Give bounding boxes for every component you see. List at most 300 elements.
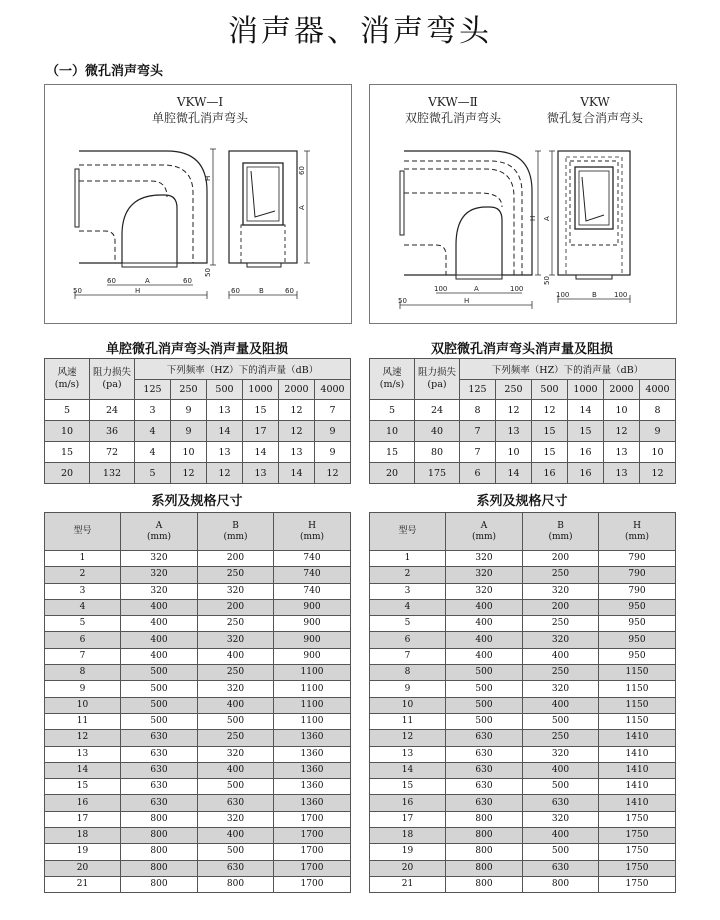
- table-cell: 1750: [599, 876, 676, 892]
- table-cell: 15: [370, 442, 415, 463]
- table-cell: 1750: [599, 811, 676, 827]
- table-cell: 950: [599, 599, 676, 615]
- header-freq-value: 250: [171, 380, 207, 400]
- table-cell: 630: [198, 860, 274, 876]
- dim-label: 60: [298, 166, 306, 175]
- table-cell: 950: [599, 632, 676, 648]
- table-cell: 1360: [274, 779, 351, 795]
- table-cell: 4: [135, 421, 171, 442]
- header-speed: 风速 (m/s): [370, 359, 415, 400]
- diagram-model-label: VKW—Ⅱ: [428, 95, 478, 109]
- table-cell: 1100: [274, 681, 351, 697]
- table-cell: 20: [370, 860, 446, 876]
- table-cell: 630: [121, 779, 198, 795]
- table-cell: 8: [640, 400, 676, 421]
- table-row: [370, 844, 676, 860]
- table-cell: 14: [496, 463, 532, 484]
- header-loss: 阻力损失 (pa): [90, 359, 135, 400]
- table-cell: 320: [198, 583, 274, 599]
- table-cell: 12: [315, 463, 351, 484]
- table-row: [45, 730, 351, 746]
- dim-label: B: [592, 291, 597, 299]
- dim-label: H: [464, 297, 470, 305]
- table-row: [370, 746, 676, 762]
- table-cell: 320: [121, 567, 198, 583]
- table-cell: 2: [370, 567, 446, 583]
- header-h: H (mm): [599, 513, 676, 551]
- table-cell: 320: [523, 632, 599, 648]
- table-cell: 14: [207, 421, 243, 442]
- table-cell: 630: [121, 746, 198, 762]
- noise-table-double: [369, 358, 676, 484]
- table-cell: 13: [243, 463, 279, 484]
- table-cell: 250: [198, 730, 274, 746]
- table-cell: 12: [279, 421, 315, 442]
- table-cell: 1360: [274, 730, 351, 746]
- table-cell: 19: [370, 844, 446, 860]
- table-row: [370, 442, 676, 463]
- table-row: [45, 828, 351, 844]
- table-cell: 320: [523, 811, 599, 827]
- table-cell: 800: [446, 860, 523, 876]
- table-cell: 10: [370, 421, 415, 442]
- table-cell: 1: [45, 551, 121, 567]
- table-cell: 250: [198, 665, 274, 681]
- table-cell: 250: [198, 616, 274, 632]
- table-cell: 5: [370, 616, 446, 632]
- table-row: [370, 421, 676, 442]
- table-cell: 12: [532, 400, 568, 421]
- table-row: [45, 713, 351, 729]
- table-cell: 400: [198, 648, 274, 664]
- table-cell: 6: [45, 632, 121, 648]
- table-row: [370, 681, 676, 697]
- table-cell: 7: [460, 442, 496, 463]
- table-cell: 16: [568, 463, 604, 484]
- table-cell: 400: [523, 697, 599, 713]
- table-cell: 800: [121, 844, 198, 860]
- table-cell: 1150: [599, 665, 676, 681]
- table-cell: 400: [523, 648, 599, 664]
- table-cell: 500: [446, 697, 523, 713]
- table-cell: 5: [135, 463, 171, 484]
- table-cell: 630: [198, 795, 274, 811]
- table-row: [370, 779, 676, 795]
- table-cell: 740: [274, 583, 351, 599]
- table-cell: 12: [496, 400, 532, 421]
- header-b: B (mm): [198, 513, 274, 551]
- header-h: H (mm): [274, 513, 351, 551]
- table-cell: 7: [370, 648, 446, 664]
- table-cell: 1360: [274, 795, 351, 811]
- table-cell: 13: [207, 442, 243, 463]
- header-freq-value: 125: [135, 380, 171, 400]
- table-cell: 9: [370, 681, 446, 697]
- noise-table-title: 双腔微孔消声弯头消声量及阻损: [430, 342, 613, 357]
- table-cell: 13: [496, 421, 532, 442]
- header-freq-value: 500: [207, 380, 243, 400]
- table-cell: 80: [415, 442, 460, 463]
- table-cell: 15: [45, 779, 121, 795]
- table-cell: 400: [121, 599, 198, 615]
- table-cell: 1410: [599, 762, 676, 778]
- table-cell: 1100: [274, 665, 351, 681]
- table-row: [45, 876, 351, 892]
- table-cell: 320: [121, 583, 198, 599]
- table-cell: 400: [198, 762, 274, 778]
- table-cell: 13: [604, 442, 640, 463]
- table-cell: 15: [45, 442, 90, 463]
- table-cell: 320: [446, 551, 523, 567]
- table-cell: 500: [121, 713, 198, 729]
- table-cell: 4: [135, 442, 171, 463]
- table-cell: 1700: [274, 844, 351, 860]
- table-cell: 320: [523, 583, 599, 599]
- table-row: [370, 730, 676, 746]
- spec-table-double: [369, 512, 676, 893]
- table-cell: 10: [45, 421, 90, 442]
- table-row: [370, 828, 676, 844]
- table-cell: 17: [370, 811, 446, 827]
- table-cell: 900: [274, 648, 351, 664]
- table-cell: 500: [198, 844, 274, 860]
- table-row: [45, 551, 351, 567]
- table-cell: 15: [532, 442, 568, 463]
- table-cell: 10: [45, 697, 121, 713]
- table-cell: 4: [370, 599, 446, 615]
- dim-label: 100: [556, 291, 570, 299]
- table-cell: 800: [446, 876, 523, 892]
- table-cell: 800: [121, 828, 198, 844]
- table-cell: 13: [604, 463, 640, 484]
- table-row: [370, 400, 676, 421]
- header-freq-value: 4000: [315, 380, 351, 400]
- table-row: [45, 599, 351, 615]
- table-cell: 1410: [599, 795, 676, 811]
- dim-label: 50: [204, 268, 212, 277]
- header-speed: 风速 (m/s): [45, 359, 90, 400]
- dim-label: H: [135, 287, 141, 295]
- dim-label: A: [543, 216, 551, 221]
- table-cell: 72: [90, 442, 135, 463]
- table-cell: 320: [121, 551, 198, 567]
- table-cell: 2: [45, 567, 121, 583]
- table-cell: 500: [121, 681, 198, 697]
- table-cell: 12: [604, 421, 640, 442]
- table-cell: 17: [243, 421, 279, 442]
- table-row: [370, 632, 676, 648]
- table-cell: 200: [523, 599, 599, 615]
- table-cell: 13: [370, 746, 446, 762]
- header-b: B (mm): [523, 513, 599, 551]
- table-row: [370, 599, 676, 615]
- table-cell: 900: [274, 599, 351, 615]
- table-cell: 740: [274, 567, 351, 583]
- table-row: [45, 681, 351, 697]
- section-title: （一）微孔消声弯头: [46, 64, 164, 79]
- table-cell: 11: [45, 713, 121, 729]
- table-cell: 790: [599, 551, 676, 567]
- table-cell: 5: [370, 400, 415, 421]
- table-cell: 18: [45, 828, 121, 844]
- table-cell: 630: [446, 730, 523, 746]
- table-row: [45, 583, 351, 599]
- dim-label: 100: [434, 285, 448, 293]
- header-a: A (mm): [446, 513, 523, 551]
- table-cell: 400: [446, 599, 523, 615]
- table-row: [45, 779, 351, 795]
- page-title: 消声器、消声弯头: [228, 14, 492, 49]
- table-cell: 250: [523, 567, 599, 583]
- table-cell: 320: [198, 811, 274, 827]
- table-cell: 1360: [274, 746, 351, 762]
- table-cell: 12: [279, 400, 315, 421]
- table-cell: 320: [198, 681, 274, 697]
- header-freq-value: 250: [496, 380, 532, 400]
- table-row: [370, 713, 676, 729]
- table-cell: 790: [599, 583, 676, 599]
- diagram-model-label: VKW—Ⅰ: [176, 95, 224, 109]
- table-cell: 9: [640, 421, 676, 442]
- table-cell: 12: [640, 463, 676, 484]
- table-cell: 20: [45, 463, 90, 484]
- table-cell: 15: [370, 779, 446, 795]
- table-row: [45, 860, 351, 876]
- table-cell: 500: [523, 779, 599, 795]
- table-cell: 320: [446, 567, 523, 583]
- table-cell: 24: [90, 400, 135, 421]
- table-cell: 500: [121, 665, 198, 681]
- table-cell: 500: [523, 844, 599, 860]
- table-cell: 8: [370, 665, 446, 681]
- table-cell: 12: [171, 463, 207, 484]
- table-cell: 790: [599, 567, 676, 583]
- dim-label: 60: [183, 277, 192, 285]
- table-cell: 19: [45, 844, 121, 860]
- table-cell: 5: [45, 400, 90, 421]
- table-cell: 630: [523, 860, 599, 876]
- table-cell: 950: [599, 648, 676, 664]
- table-cell: 21: [370, 876, 446, 892]
- header-freq-value: 1000: [568, 380, 604, 400]
- table-cell: 12: [45, 730, 121, 746]
- table-cell: 250: [523, 730, 599, 746]
- table-cell: 320: [198, 746, 274, 762]
- dim-label: 100: [614, 291, 628, 299]
- table-cell: 1410: [599, 779, 676, 795]
- header-freq-value: 4000: [640, 380, 676, 400]
- dim-label: H: [204, 175, 212, 181]
- dim-label: A: [474, 285, 479, 293]
- elbow-drawing: [45, 85, 351, 323]
- table-row: [370, 762, 676, 778]
- table-row: [45, 400, 351, 421]
- table-cell: 630: [446, 779, 523, 795]
- table-cell: 1700: [274, 811, 351, 827]
- table-cell: 1410: [599, 746, 676, 762]
- table-cell: 500: [198, 713, 274, 729]
- header-a: A (mm): [121, 513, 198, 551]
- table-cell: 6: [370, 632, 446, 648]
- table-cell: 1700: [274, 876, 351, 892]
- dim-label: 100: [510, 285, 524, 293]
- dim-label: B: [259, 287, 264, 295]
- table-cell: 3: [370, 583, 446, 599]
- table-cell: 13: [45, 746, 121, 762]
- table-cell: 500: [446, 665, 523, 681]
- table-cell: 950: [599, 616, 676, 632]
- table-cell: 9: [315, 421, 351, 442]
- table-cell: 400: [446, 616, 523, 632]
- header-freq-value: 2000: [604, 380, 640, 400]
- table-cell: 3: [135, 400, 171, 421]
- table-cell: 320: [446, 583, 523, 599]
- table-cell: 630: [121, 730, 198, 746]
- table-cell: 500: [446, 681, 523, 697]
- table-cell: 24: [415, 400, 460, 421]
- diagram-vkw-2: [369, 84, 677, 324]
- table-row: [45, 421, 351, 442]
- dim-label: A: [298, 205, 306, 210]
- table-cell: 10: [604, 400, 640, 421]
- table-cell: 500: [523, 713, 599, 729]
- elbow-drawing: [370, 85, 676, 323]
- table-cell: 7: [45, 648, 121, 664]
- table-cell: 800: [121, 860, 198, 876]
- table-cell: 400: [523, 828, 599, 844]
- table-cell: 1700: [274, 828, 351, 844]
- table-cell: 14: [45, 762, 121, 778]
- header-model: 型号: [45, 513, 121, 551]
- table-cell: 175: [415, 463, 460, 484]
- table-cell: 400: [198, 828, 274, 844]
- table-cell: 400: [121, 632, 198, 648]
- table-cell: 1: [370, 551, 446, 567]
- table-cell: 10: [171, 442, 207, 463]
- table-cell: 1100: [274, 697, 351, 713]
- spec-table-single: [44, 512, 351, 893]
- table-cell: 900: [274, 616, 351, 632]
- table-cell: 1100: [274, 713, 351, 729]
- table-cell: 15: [532, 421, 568, 442]
- dim-label: H: [529, 215, 537, 221]
- table-row: [45, 463, 351, 484]
- diagram-vkw-1: [44, 84, 352, 324]
- table-cell: 630: [446, 762, 523, 778]
- table-cell: 13: [207, 400, 243, 421]
- dim-label: 60: [285, 287, 294, 295]
- table-cell: 800: [198, 876, 274, 892]
- table-cell: 20: [45, 860, 121, 876]
- diagram-model-label: VKW: [580, 95, 610, 109]
- table-cell: 21: [45, 876, 121, 892]
- table-cell: 10: [370, 697, 446, 713]
- table-cell: 12: [370, 730, 446, 746]
- table-cell: 10: [640, 442, 676, 463]
- table-row: [370, 860, 676, 876]
- table-cell: 10: [496, 442, 532, 463]
- table-cell: 1410: [599, 730, 676, 746]
- header-model: 型号: [370, 513, 446, 551]
- table-cell: 630: [446, 795, 523, 811]
- table-cell: 200: [523, 551, 599, 567]
- header-freq-value: 125: [460, 380, 496, 400]
- table-cell: 17: [45, 811, 121, 827]
- table-cell: 9: [315, 442, 351, 463]
- table-cell: 740: [274, 551, 351, 567]
- table-cell: 630: [121, 795, 198, 811]
- table-cell: 132: [90, 463, 135, 484]
- table-cell: 18: [370, 828, 446, 844]
- table-row: [370, 616, 676, 632]
- table-cell: 200: [198, 551, 274, 567]
- table-row: [370, 876, 676, 892]
- table-cell: 40: [415, 421, 460, 442]
- table-cell: 14: [279, 463, 315, 484]
- table-row: [370, 811, 676, 827]
- header-freq-value: 500: [532, 380, 568, 400]
- table-cell: 8: [45, 665, 121, 681]
- header-loss: 阻力损失 (pa): [415, 359, 460, 400]
- table-row: [370, 697, 676, 713]
- table-row: [45, 746, 351, 762]
- table-cell: 250: [523, 665, 599, 681]
- table-cell: 1360: [274, 762, 351, 778]
- dim-label: 60: [107, 277, 116, 285]
- table-cell: 320: [523, 681, 599, 697]
- table-cell: 9: [171, 421, 207, 442]
- table-cell: 12: [207, 463, 243, 484]
- table-row: [45, 648, 351, 664]
- table-cell: 800: [121, 811, 198, 827]
- table-cell: 630: [121, 762, 198, 778]
- table-cell: 800: [121, 876, 198, 892]
- table-row: [45, 762, 351, 778]
- table-cell: 14: [243, 442, 279, 463]
- dim-label: 50: [398, 297, 407, 305]
- table-cell: 36: [90, 421, 135, 442]
- table-cell: 4: [45, 599, 121, 615]
- table-row: [45, 811, 351, 827]
- noise-table-title: 单腔微孔消声弯头消声量及阻损: [105, 342, 288, 357]
- table-cell: 1150: [599, 681, 676, 697]
- table-cell: 11: [370, 713, 446, 729]
- table-cell: 14: [370, 762, 446, 778]
- table-cell: 16: [532, 463, 568, 484]
- table-cell: 200: [198, 599, 274, 615]
- table-cell: 13: [279, 442, 315, 463]
- table-cell: 7: [315, 400, 351, 421]
- table-cell: 630: [446, 746, 523, 762]
- table-cell: 7: [460, 421, 496, 442]
- dim-label: A: [145, 277, 150, 285]
- table-cell: 800: [523, 876, 599, 892]
- table-row: [45, 567, 351, 583]
- table-cell: 5: [45, 616, 121, 632]
- table-cell: 400: [446, 648, 523, 664]
- table-row: [370, 665, 676, 681]
- table-cell: 500: [198, 779, 274, 795]
- table-row: [45, 616, 351, 632]
- table-row: [370, 551, 676, 567]
- diagram-name-label: 双腔微孔消声弯头: [404, 111, 501, 125]
- table-row: [370, 795, 676, 811]
- table-cell: 800: [446, 811, 523, 827]
- table-cell: 1700: [274, 860, 351, 876]
- spec-table-title: 系列及规格尺寸: [476, 494, 568, 509]
- table-cell: 16: [45, 795, 121, 811]
- table-cell: 400: [446, 632, 523, 648]
